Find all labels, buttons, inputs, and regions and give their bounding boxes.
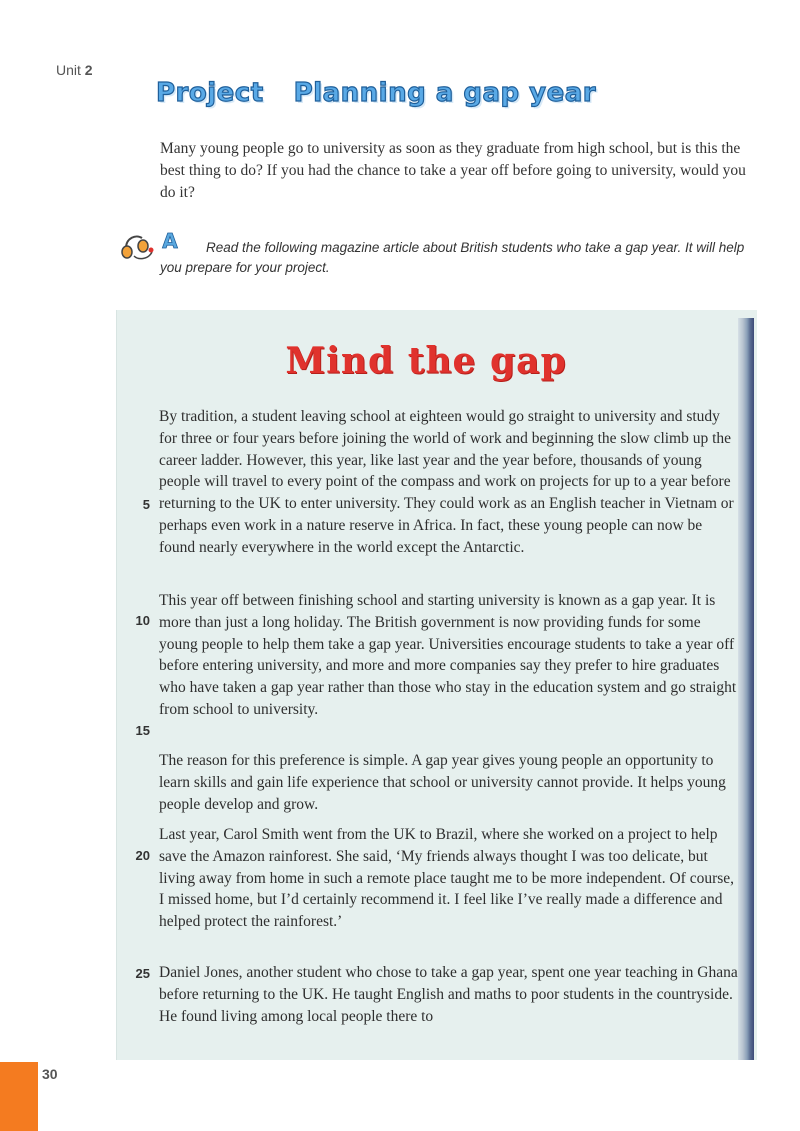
- article-paragraph: This year off between finishing school and starting university is known as a gap year. It is more than just a long holiday. The British government is now providing funds for some young people to help them take a gap year. Universities encourage students to take a year off before entering university, and more and more companies say they prefer to hire graduates who have taken a gap year rather than those who stay in the education system and go straight from school to university.: [159, 592, 737, 718]
- project-title-text: Planning a gap year: [293, 78, 597, 108]
- task-instruction: Read the following magazine article about British students who take a gap year. It will help you prepare for your project.: [160, 240, 745, 275]
- line-number: 10: [135, 613, 150, 628]
- headphones-icon: [120, 230, 156, 262]
- article-paragraph: Daniel Jones, another student who chose to take a gap year, spent one year teaching in Ghana before returning to the UK. He taught English and maths to poor students in the countryside. He found living among local people there to: [159, 964, 738, 1025]
- page-number: 30: [42, 1066, 58, 1082]
- line-number: 20: [135, 848, 150, 863]
- task-letter: A: [162, 229, 178, 253]
- page-title: [156, 78, 596, 108]
- page-corner-tab: [0, 1062, 38, 1131]
- unit-word: Unit: [56, 62, 81, 78]
- unit-number: 2: [84, 62, 93, 78]
- line-number: 15: [135, 723, 150, 738]
- article-edge-decoration: [738, 318, 754, 1060]
- article-paragraph: By tradition, a student leaving school at eighteen would go straight to university and study for three or four years before joining the world of work and beginning the slow climb up the career ladder. However, this year, like last year and the year before, thousands of young people will travel to every point of the compass and work on projects for up to a year before returning to the UK to enter university. They could work as an English teacher in Vietnam or perhaps even work in a nature reserve in Africa. In fact, these young people can now be found nearly everywhere in the world except the Antarctic.: [159, 408, 734, 556]
- line-number: 5: [142, 497, 150, 512]
- project-label: Project: [156, 78, 264, 108]
- article-title: Mind the gap: [285, 340, 567, 382]
- line-number: 25: [135, 966, 150, 981]
- article-paragraph: Last year, Carol Smith went from the UK to Brazil, where she worked on a project to help save the Amazon rainforest. She said, ‘My friends always thought I was too delicate, but living away from home in such a remote place taught me to be more independent. Of course, I missed home, but I’d certainly recommend it. I feel like I’ve really made a difference and helped protect the rainforest.’: [159, 826, 735, 931]
- unit-label: [56, 62, 93, 78]
- intro-paragraph: Many young people go to university as soon as they graduate from high school, but is this the best thing to do? If you had the chance to take a year off before going to university, would you do it?: [160, 140, 746, 201]
- article-paragraph: The reason for this preference is simple. A gap year gives young people an opportunity to learn skills and gain life experience that school or university cannot provide. It helps young people develop and grow.: [159, 752, 726, 813]
